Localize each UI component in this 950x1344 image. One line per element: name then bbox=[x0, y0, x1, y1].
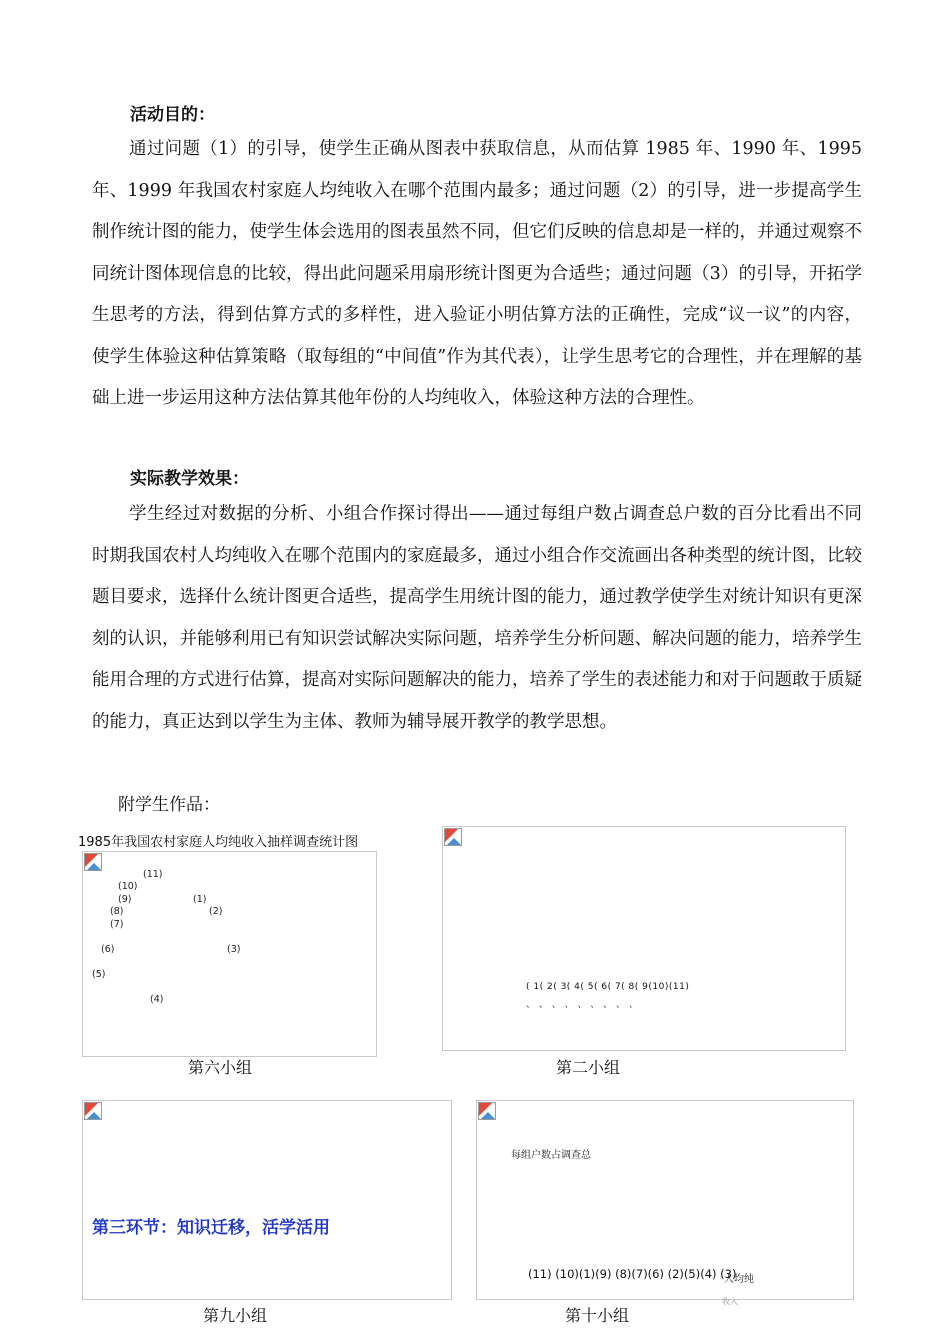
fig2-caption: 第二小组 bbox=[556, 1058, 621, 1077]
fig1-caption: 第六小组 bbox=[188, 1058, 253, 1077]
broken-image-icon bbox=[84, 853, 102, 871]
fig2-ticks: 、 、 、 、 、 、 、 、 、 bbox=[526, 1000, 639, 1010]
fig1-label-6: (6) bbox=[101, 944, 115, 955]
purpose-paragraph: 通过问题（1）的引导，使学生正确从图表中获取信息，从而估算 1985 年、1990 年、1995 年、1999 年我国农村家庭人均纯收入在哪个范围内最多；通过问题（2）的引导，进一步提高学生制作统计图的能力，使学生体会选用的图表虽然不同，但它们反映的信息却是一样的，并通过观察不同统计图体现信息的比较，得出此问题采用扇形统计图更为合适些；通过问题（3）的引导，开拓学生思考的方法，得到估算方式的多样性，进入验证小明估算方法的正确性，完成“议一议”的内容，使学生体验这种估算策略（取每组的“中间值”作为其代表），让学生思考它的合理性，并在理解的基础上进一步运用这种方法估算其他年份的人均纯收入，体验这种方法的合理性。 bbox=[92, 139, 862, 408]
fig4-caption: 第十小组 bbox=[565, 1306, 630, 1325]
section-three-heading: 第三环节：知识迁移，活学活用 bbox=[92, 1218, 330, 1238]
fig1-label-2: (2) bbox=[209, 906, 223, 917]
fig1-label-4: (4) bbox=[150, 994, 164, 1005]
fig1-label-11: (11) bbox=[143, 869, 163, 880]
fig1-label-1: (1) bbox=[193, 894, 207, 905]
fig1-label-3: (3) bbox=[227, 944, 241, 955]
fig1-label-10: (10) bbox=[118, 881, 138, 892]
fig1-label-8: (8) bbox=[110, 906, 124, 917]
fig3-image bbox=[82, 1100, 452, 1300]
purpose-heading: 活动目的： bbox=[130, 105, 215, 125]
fig1-label-7: (7) bbox=[110, 919, 124, 930]
fig4-label: 每组户数占调查总 bbox=[511, 1150, 591, 1161]
effect-heading: 实际教学效果： bbox=[130, 469, 249, 489]
fig4-sequence: (11) (10)(1)(9) (8)(7)(6) (2)(5)(4) (3) bbox=[528, 1267, 737, 1281]
fig1-title: 1985年我国农村家庭人均纯收入抽样调查统计图 bbox=[78, 835, 359, 850]
fig2-image bbox=[442, 826, 846, 1051]
fig2-sequence: ( 1( 2( 3( 4( 5( 6( 7( 8( 9(10)(11) bbox=[526, 982, 690, 992]
broken-image-icon bbox=[478, 1102, 496, 1120]
broken-image-icon bbox=[84, 1102, 102, 1120]
effect-paragraph: 学生经过对数据的分析、小组合作探讨得出——通过每组户数占调查总户数的百分比看出不同时期我国农村人均纯收入在哪个范围内的家庭最多，通过小组合作交流画出各种类型的统计图，比较题目要求，选择什么统计图更合适些，提高学生用统计图的能力，通过教学使学生对统计知识有更深刻的认识，并能够利用已有知识尝试解决实际问题，培养学生分析问题、解决问题的能力，培养学生能用合理的方式进行估算，提高对实际问题解决的能力，培养了学生的表述能力和对于问题敢于质疑的能力，真正达到以学生为主体、教师为辅导展开教学的教学思想。 bbox=[92, 504, 862, 732]
fig4-axis2: 收入 bbox=[722, 1297, 738, 1306]
attach-label: 附学生作品： bbox=[118, 795, 220, 815]
fig1-label-9: (9) bbox=[118, 894, 132, 905]
fig3-caption: 第九小组 bbox=[203, 1306, 268, 1325]
fig1-label-5: (5) bbox=[92, 969, 106, 980]
broken-image-icon bbox=[444, 828, 462, 846]
fig4-axis: 人均纯 bbox=[724, 1274, 754, 1285]
